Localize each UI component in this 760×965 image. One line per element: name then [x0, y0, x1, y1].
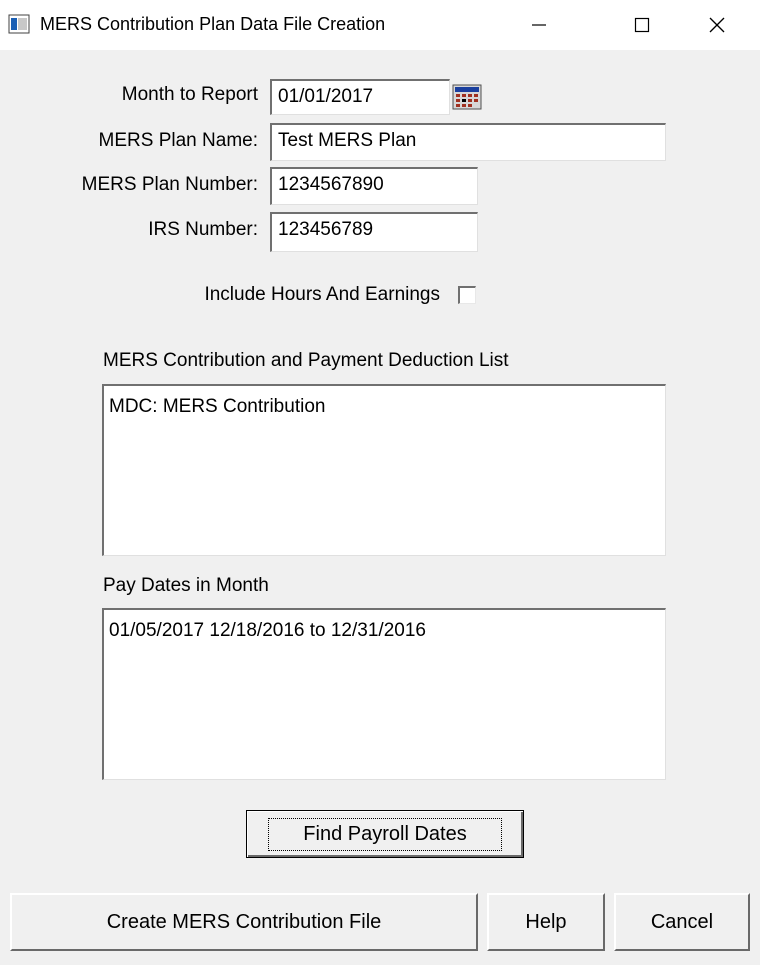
cancel-button[interactable]: Cancel — [614, 893, 750, 951]
plan-name-input[interactable]: Test MERS Plan — [270, 123, 666, 161]
app-icon — [8, 14, 30, 34]
include-hours-label: Include Hours And Earnings — [204, 284, 440, 305]
plan-number-label: MERS Plan Number: — [81, 174, 258, 195]
close-button[interactable] — [685, 0, 749, 50]
window-title: MERS Contribution Plan Data File Creation — [40, 14, 386, 34]
irs-number-input[interactable]: 123456789 — [270, 212, 478, 252]
calendar-icon — [452, 84, 482, 110]
maximize-button[interactable] — [610, 0, 674, 50]
include-hours-checkbox[interactable] — [458, 286, 476, 304]
month-input[interactable]: 01/01/2017 — [270, 79, 450, 115]
plan-name-label: MERS Plan Name: — [98, 130, 258, 151]
irs-number-label: IRS Number: — [148, 219, 258, 240]
list-item[interactable]: 01/05/2017 12/18/2016 to 12/31/2016 — [109, 620, 426, 641]
minimize-icon — [531, 17, 547, 33]
deduction-listbox[interactable] — [102, 384, 666, 556]
close-icon — [709, 17, 725, 33]
help-button[interactable]: Help — [487, 893, 605, 951]
month-label: Month to Report — [121, 84, 258, 105]
calendar-button[interactable] — [452, 84, 482, 110]
create-file-button[interactable]: Create MERS Contribution File — [10, 893, 478, 951]
find-payroll-dates-button[interactable] — [246, 810, 524, 858]
minimize-button[interactable] — [507, 0, 571, 50]
list-item[interactable]: MDC: MERS Contribution — [109, 396, 326, 417]
title-bar — [0, 0, 760, 50]
maximize-icon — [634, 17, 650, 33]
find-payroll-dates-label: Find Payroll Dates — [268, 818, 501, 851]
plan-number-input[interactable]: 1234567890 — [270, 167, 478, 205]
deduction-list-label: MERS Contribution and Payment Deduction List — [103, 350, 509, 371]
pay-dates-label: Pay Dates in Month — [103, 575, 269, 596]
pay-dates-listbox[interactable] — [102, 608, 666, 780]
